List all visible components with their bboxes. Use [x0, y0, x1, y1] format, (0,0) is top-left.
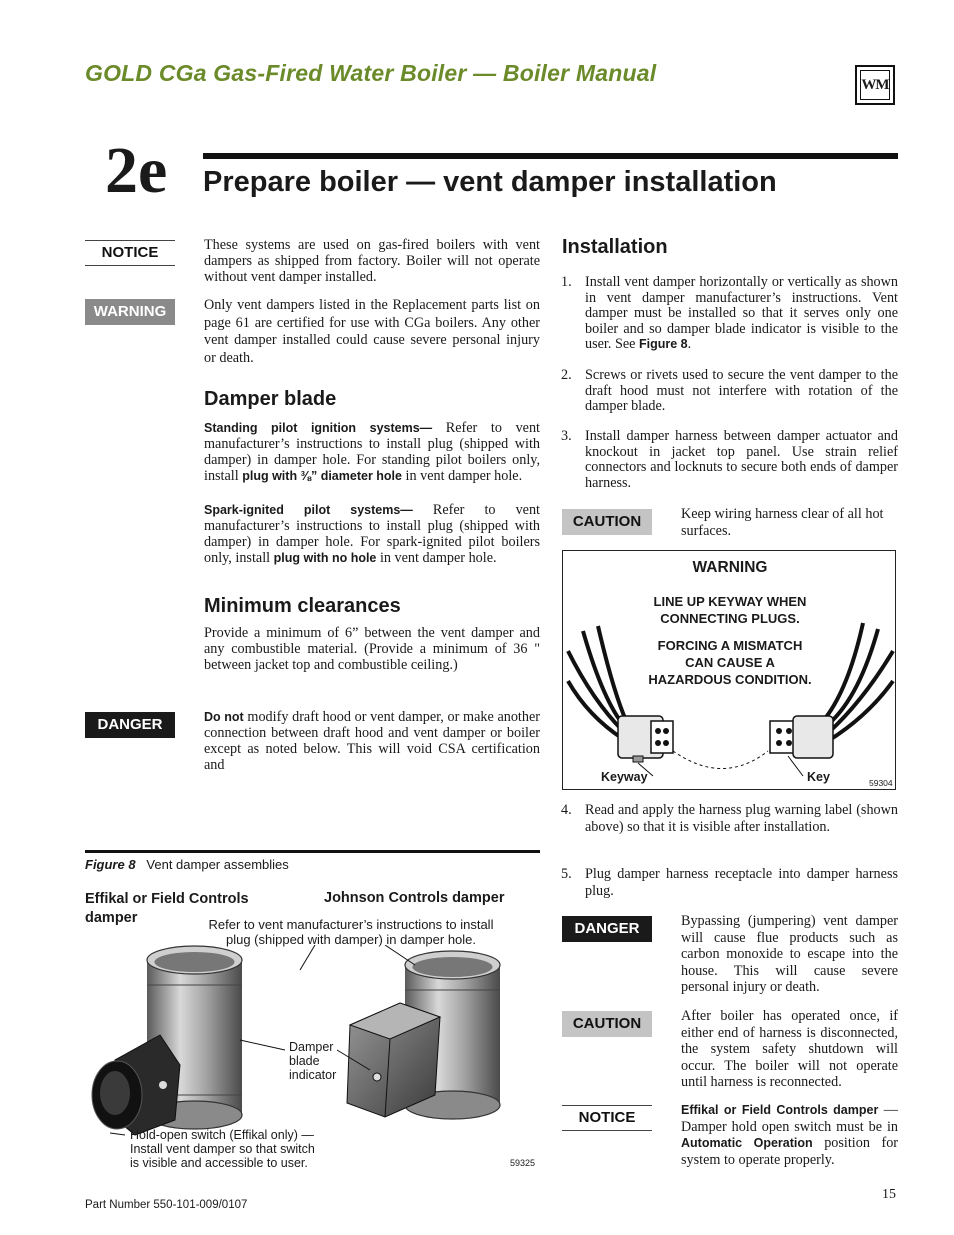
switch-callout-line-2: Install vent damper so that switch	[130, 1142, 315, 1156]
keyway-label: Keyway	[601, 770, 648, 784]
johnson-damper	[347, 951, 500, 1119]
caution-badge: CAUTION	[562, 509, 652, 535]
danger-badge: DANGER	[85, 712, 175, 738]
figure-8-reference: Figure 8	[638, 337, 688, 352]
caution-text: Keep wiring harness clear of all hot surfaces.	[681, 506, 884, 539]
label-line-2: CONNECTING PLUGS.	[660, 611, 800, 626]
page-number: 15	[882, 1187, 896, 1202]
standing-pilot-paragraph	[204, 420, 540, 484]
minimum-clearances-text: Provide a minimum of 6” between the vent damper and any combustible material. (Provide a minimum of 36 " between jacket top and combustible ceiling.)	[204, 625, 540, 673]
notice-text-2	[681, 1102, 898, 1168]
damper-blade-callout: Damper blade indicator	[289, 1040, 337, 1082]
step-5-text: Plug damper harness receptacle into damper harness plug.	[585, 866, 898, 899]
standing-pilot-text-b: in vent damper hole.	[401, 468, 523, 484]
spark-ignited-text-b: in vent damper hole.	[376, 550, 497, 566]
figure-caption	[85, 857, 289, 872]
logo-mark: WM	[860, 70, 890, 100]
switch-callout-line-1: Hold-open switch (Effikal only) —	[130, 1128, 314, 1142]
danger-lead: Do not	[204, 710, 244, 724]
notice-text: These systems are used on gas-fired boilers with vent dampers as shipped from factory. Boiler will not operate without vent damper installed.	[204, 237, 540, 285]
notice-2-lead: Effikal or Field Controls damper	[681, 1103, 879, 1117]
install-step-5	[561, 866, 898, 900]
caution-badge-2: CAUTION	[562, 1011, 652, 1037]
step-number: 1.	[561, 274, 572, 290]
step-number: 5.	[561, 866, 572, 882]
step-number: 2.	[561, 367, 572, 383]
warning-badge: WARNING	[85, 299, 175, 325]
effikal-damper	[92, 946, 242, 1135]
notice-2-text-a: — Damper hold open switch must be in	[681, 1102, 898, 1135]
figure-label: Figure 8	[85, 857, 136, 872]
danger-text	[204, 709, 540, 773]
johnson-title: Johnson Controls damper	[324, 890, 505, 906]
install-step-2	[561, 367, 898, 415]
manual-title: GOLD CGa Gas-Fired Water Boiler — Boiler Manual	[85, 60, 657, 86]
step-3-text: Install damper harness between damper actuator and knockout in jacket top panel. Use strain relief connectors and locknuts to secure both ends of damper harness.	[585, 428, 898, 491]
part-number: Part Number 550-101-009/0107	[85, 1199, 248, 1211]
switch-callout-line-3: is visible and accessible to user.	[130, 1156, 308, 1170]
step-2-text: Screws or rivets used to secure the vent damper to the draft hood must not interfere with rotation of the damper blade.	[585, 367, 898, 415]
installation-heading: Installation	[562, 236, 668, 258]
spark-ignited-paragraph	[204, 502, 540, 566]
label-line-4: CAN CAUSE A	[685, 655, 775, 670]
install-step-3	[561, 428, 898, 491]
standing-pilot-text-a: Refer to vent manufacturer’s instructions to install plug (shipped with damper) in damper hole. For standing pilot boilers only, install	[204, 420, 540, 484]
label-figure-number: 59304	[869, 778, 893, 788]
step-4-text: Read and apply the harness plug warning label (shown above) so that it is visible after installation.	[585, 802, 898, 835]
section-number: 2e	[105, 134, 168, 207]
automatic-operation: Automatic Operation	[681, 1136, 813, 1150]
install-plug-callout: Refer to vent manufacturer’s instructions to install plug (shipped with damper) in damper hole.	[208, 917, 494, 947]
spark-ignited-text-a: Refer to vent manufacturer’s instructions to install plug (shipped with damper) in damper hole. For spark-ignited pilot boilers only, install	[204, 502, 540, 566]
warning-text: Only vent dampers listed in the Replacement parts list on page 61 are certified for use with CGa boilers. Any other vent damper installed could cause severe personal injury or death.	[204, 297, 540, 366]
figure-caption-text: Vent damper assemblies	[146, 857, 289, 872]
standing-pilot-lead: Standing pilot ignition systems—	[204, 421, 433, 435]
key-label: Key	[807, 770, 830, 784]
hold-open-switch-callout	[130, 1128, 315, 1170]
section-title: Prepare boiler — vent damper installation	[203, 166, 777, 198]
damper-blade-heading: Damper blade	[204, 388, 337, 410]
plug-with-hole: plug with ⅜” diameter hole	[242, 469, 402, 483]
step-1-end: .	[687, 336, 692, 353]
figure-rule	[85, 850, 540, 853]
caution-text-2: After boiler has operated once, if either end of harness is disconnected, the system safety shutdown will occur. The boiler will not operate until harness is reconnected.	[681, 1008, 898, 1090]
harness-warning-label	[562, 550, 896, 790]
step-number: 4.	[561, 802, 572, 818]
danger-text-2: Bypassing (jumpering) vent damper will cause flue products such as carbon monoxide to escape into the house. This will cause severe personal injury or death.	[681, 913, 898, 995]
effikal-title: Effikal or Field Controls damper	[85, 891, 249, 926]
notice-badge: NOTICE	[85, 240, 175, 266]
danger-badge-2: DANGER	[562, 916, 652, 942]
label-warning-title: WARNING	[692, 559, 768, 576]
minimum-clearances-heading: Minimum clearances	[204, 595, 401, 617]
label-line-5: HAZARDOUS CONDITION.	[648, 672, 812, 687]
brand-logo	[855, 65, 895, 105]
section-rule	[203, 153, 898, 159]
label-line-1: LINE UP KEYWAY WHEN	[653, 594, 807, 609]
danger-body: modify draft hood or vent damper, or make another connection between draft hood and vent damper or boiler except as noted below. This will void CSA certification and	[204, 709, 540, 773]
install-step-4	[561, 802, 898, 836]
step-number: 3.	[561, 428, 572, 444]
label-warning-text	[563, 593, 897, 688]
step-1-text: Install vent damper horizontally or vertically as shown in vent damper manufacturer’s instructions. Vent damper must be installed so that it serves only one boiler and so damper blade indicator is visible to the user. See	[585, 274, 898, 353]
install-step-1	[561, 274, 898, 353]
spark-ignited-lead: Spark-ignited pilot systems—	[204, 503, 413, 517]
label-line-3: FORCING A MISMATCH	[657, 638, 803, 653]
notice-badge-2: NOTICE	[562, 1105, 652, 1131]
figure-number: 59325	[510, 1158, 536, 1168]
notice-2-text-b: position for system to operate properly.	[681, 1135, 899, 1168]
plug-no-hole: plug with no hole	[273, 551, 377, 565]
